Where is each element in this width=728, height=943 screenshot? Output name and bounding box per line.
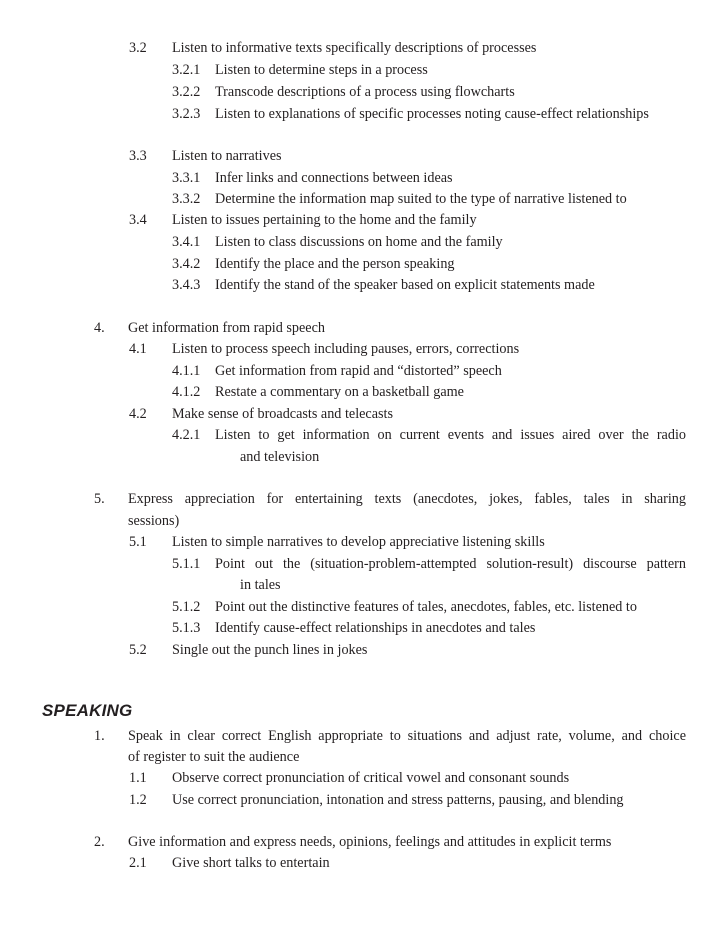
item-number: 3.3.1 [172, 170, 201, 186]
outline-item-5 [0, 488, 728, 510]
item-number: 5.2 [129, 642, 147, 658]
item-number: 2. [94, 834, 105, 850]
item-text: Transcode descriptions of a process using flowcharts [215, 84, 515, 100]
item-number: 5.1.1 [172, 556, 201, 572]
outline-item-3-2 [0, 37, 728, 59]
item-text-continued: of register to suit the audience [128, 749, 300, 765]
item-text: Restate a commentary on a basketball game [215, 384, 464, 400]
item-text: Listen to informative texts specifically descriptions of processes [172, 40, 537, 56]
outline-item-4-2 [0, 403, 728, 425]
item-number: 3.2.1 [172, 62, 201, 78]
outline-item-3-2-3 [0, 103, 728, 125]
speaking-item-1 [0, 725, 728, 747]
outline-item-4-1-1 [0, 360, 728, 382]
item-number: 3.2.3 [172, 106, 201, 122]
item-text: Make sense of broadcasts and telecasts [172, 406, 394, 422]
item-number: 1.1 [129, 770, 147, 786]
item-text: Listen to issues pertaining to the home and the family [172, 212, 477, 228]
item-number: 5.1 [129, 534, 147, 550]
item-number: 3.4 [129, 212, 147, 228]
item-number: 3.3.2 [172, 191, 201, 207]
item-number: 2.1 [129, 855, 147, 871]
outline-item-3-4-2 [0, 253, 728, 275]
outline-item-3-3-2 [0, 188, 728, 210]
item-text: Give short talks to entertain [172, 855, 330, 871]
speaking-item-2-1 [0, 852, 728, 874]
item-number: 5. [94, 491, 105, 507]
outline-item-5-1 [0, 531, 728, 553]
outline-item-5-2 [0, 639, 728, 661]
outline-item-3-4 [0, 209, 728, 231]
item-number: 5.1.3 [172, 620, 201, 636]
outline-item-3-4-3 [0, 274, 728, 296]
section-heading-speaking: SPEAKING [42, 701, 133, 720]
item-number: 3.3 [129, 148, 147, 164]
speaking-item-1-1 [0, 767, 728, 789]
item-text: Point out the distinctive features of tales, anecdotes, fables, etc. listened to [215, 599, 637, 615]
outline-item-4-1 [0, 338, 728, 360]
item-text-continued: and television [240, 449, 320, 465]
item-number: 3.2.2 [172, 84, 201, 100]
item-text: Express appreciation for entertaining texts (anecdotes, jokes, fables, tales in sharing [128, 491, 686, 507]
outline-item-3-3-1 [0, 167, 728, 189]
item-text: Listen to get information on current events and issues aired over the radio [215, 427, 686, 443]
outline-item-4 [0, 317, 728, 339]
item-number: 4.2 [129, 406, 147, 422]
item-text: Listen to narratives [172, 148, 282, 164]
item-text: Single out the punch lines in jokes [172, 642, 368, 658]
item-number: 1.2 [129, 792, 147, 808]
speaking-item-1-continued [0, 746, 728, 768]
item-text: Use correct pronunciation, intonation and stress patterns, pausing, and blending [172, 792, 624, 808]
outline-item-5-1-1 [0, 553, 728, 575]
item-text: Give information and express needs, opinions, feelings and attitudes in explicit terms [128, 834, 612, 850]
item-number: 4.2.1 [172, 427, 201, 443]
outline-item-3-3 [0, 145, 728, 167]
item-number: 5.1.2 [172, 599, 201, 615]
item-number: 3.4.1 [172, 234, 201, 250]
item-number: 3.2 [129, 40, 147, 56]
outline-item-5-1-3 [0, 617, 728, 639]
outline-item-5-1-2 [0, 596, 728, 618]
item-text: Point out the (situation-problem-attempted solution-result) discourse pattern [215, 556, 686, 572]
item-text: Listen to process speech including pauses, errors, corrections [172, 341, 520, 357]
outline-item-4-1-2 [0, 381, 728, 403]
item-text: Get information from rapid speech [128, 320, 325, 336]
item-text: Listen to class discussions on home and the family [215, 234, 503, 250]
item-number: 4.1.1 [172, 363, 201, 379]
item-text: Determine the information map suited to the type of narrative listened to [215, 191, 627, 207]
outline-item-5-1-1-continued [0, 574, 728, 596]
outline-item-4-2-1-continued [0, 446, 728, 468]
speaking-item-2 [0, 831, 728, 853]
item-text: Observe correct pronunciation of critical vowel and consonant sounds [172, 770, 570, 786]
item-text: Listen to simple narratives to develop appreciative listening skills [172, 534, 545, 550]
item-text-continued: sessions) [128, 513, 180, 529]
outline-item-3-2-2 [0, 81, 728, 103]
item-text: Identify cause-effect relationships in anecdotes and tales [215, 620, 536, 636]
item-text: Identify the place and the person speaking [215, 256, 455, 272]
item-number: 3.4.3 [172, 277, 201, 293]
item-text: Identify the stand of the speaker based on explicit statements made [215, 277, 595, 293]
item-text: Speak in clear correct English appropriate to situations and adjust rate, volume, and choice [128, 728, 686, 744]
item-number: 4. [94, 320, 105, 336]
speaking-item-1-2 [0, 789, 728, 811]
item-text-continued: in tales [240, 577, 281, 593]
item-number: 1. [94, 728, 105, 744]
item-number: 4.1.2 [172, 384, 201, 400]
item-text: Get information from rapid and “distorted” speech [215, 363, 502, 379]
item-number: 4.1 [129, 341, 147, 357]
item-text: Listen to explanations of specific processes noting cause-effect relationships [215, 106, 649, 122]
outline-item-5-continued [0, 510, 728, 532]
item-text: Infer links and connections between ideas [215, 170, 453, 186]
item-number: 3.4.2 [172, 256, 201, 272]
outline-item-4-2-1 [0, 424, 728, 446]
item-text: Listen to determine steps in a process [215, 62, 428, 78]
outline-item-3-2-1 [0, 59, 728, 81]
outline-item-3-4-1 [0, 231, 728, 253]
